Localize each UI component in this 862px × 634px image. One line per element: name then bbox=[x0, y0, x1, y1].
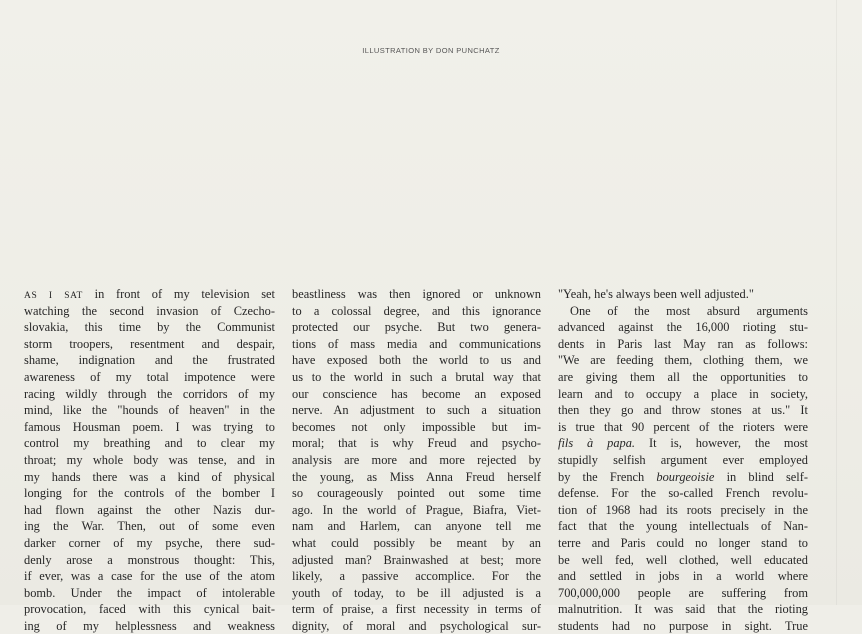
text-line bbox=[24, 601, 275, 618]
line-text: protected our psyche. But two genera- bbox=[292, 320, 541, 335]
line-text: darker corner of my psyche, there sud- bbox=[24, 535, 275, 550]
line-text: slovakia, this time by the Communist bbox=[24, 320, 275, 335]
text-line bbox=[292, 552, 541, 569]
text-line bbox=[292, 386, 541, 403]
line-text: terre and Paris could no longer stand to bbox=[558, 535, 808, 550]
text-line bbox=[24, 485, 275, 502]
line-text: what could possibly be meant by an bbox=[292, 535, 541, 550]
line-text: moral; that is why Freud and psycho- bbox=[292, 436, 541, 451]
line-text: the young, as Miss Anna Freud herself bbox=[292, 469, 541, 484]
text-line bbox=[24, 386, 275, 403]
line-text: longing for the controls of the bomber I bbox=[24, 486, 275, 501]
text-line bbox=[292, 402, 541, 419]
line-text: term of praise, a first necessity in terms of bbox=[292, 602, 541, 617]
illustration-credit: ILLUSTRATION BY DON PUNCHATZ bbox=[362, 46, 500, 55]
text-line bbox=[24, 452, 275, 469]
line-text-pre: by the French bbox=[558, 469, 657, 484]
line-text: provocation, faced with this cynical bait- bbox=[24, 602, 275, 617]
text-line bbox=[558, 286, 808, 303]
text-column-3 bbox=[558, 286, 808, 634]
line-text: ing of my helplessness and weakness bbox=[24, 618, 275, 633]
line-text: adjusted man? Brainwashed at best; more bbox=[292, 552, 541, 567]
text-line bbox=[24, 286, 275, 303]
line-text: tion of 1968 had its roots precisely in the bbox=[558, 502, 808, 517]
text-line bbox=[24, 369, 275, 386]
text-line bbox=[292, 469, 541, 486]
line-text: be well fed, well clothed, well educated bbox=[558, 552, 808, 567]
text-line bbox=[24, 319, 275, 336]
line-text: "We are feeding them, clothing them, we bbox=[558, 353, 808, 368]
line-text: learn and to occupy a place in society, bbox=[558, 386, 808, 401]
text-line bbox=[292, 419, 541, 436]
line-text: is true that 90 percent of the rioters were bbox=[558, 419, 808, 434]
line-text: tions of mass media and communications bbox=[292, 336, 541, 351]
italic-phrase: fils à papa. bbox=[558, 436, 636, 451]
line-text: "Yeah, he's always been well adjusted." bbox=[558, 287, 754, 301]
text-line bbox=[24, 585, 275, 602]
line-text: stupidly selfish argument ever employed bbox=[558, 452, 808, 467]
text-line bbox=[558, 485, 808, 502]
line-text: likely, a passive accomplice. For the bbox=[292, 569, 541, 584]
text-line bbox=[558, 618, 808, 634]
line-text: awareness of my total impotence were bbox=[24, 369, 275, 384]
line-text: defense. For the so-called French revolu- bbox=[558, 486, 808, 501]
line-text: ago. In the world of Prague, Biafra, Viet- bbox=[292, 502, 541, 517]
text-line bbox=[292, 435, 541, 452]
text-line bbox=[558, 469, 808, 486]
text-line bbox=[558, 303, 808, 320]
text-line bbox=[292, 601, 541, 618]
line-text: advanced against the 16,000 rioting stu- bbox=[558, 320, 808, 335]
page-edge-shadow bbox=[836, 0, 837, 605]
text-line bbox=[558, 585, 808, 602]
text-line bbox=[558, 319, 808, 336]
line-text: us to the world in such a brutal way that bbox=[292, 369, 541, 384]
line-text: beastliness was then ignored or unknown bbox=[292, 287, 541, 301]
text-line bbox=[292, 352, 541, 369]
line-text: in front of my television set bbox=[82, 287, 275, 301]
line-text: dignity, of moral and psychological sur- bbox=[292, 618, 541, 633]
text-line bbox=[24, 435, 275, 452]
text-line bbox=[24, 568, 275, 585]
line-text: denly arose a monstrous thought: This, bbox=[24, 552, 275, 567]
line-text: mind, like the "hounds of heaven" in the bbox=[24, 403, 275, 418]
line-text: had flown against the other Nazis dur- bbox=[24, 502, 275, 517]
text-line bbox=[292, 452, 541, 469]
line-text: It is, however, the most bbox=[635, 436, 808, 451]
text-line bbox=[24, 303, 275, 320]
text-column-1 bbox=[24, 286, 275, 634]
text-line bbox=[292, 618, 541, 634]
line-text: in blind self- bbox=[714, 469, 808, 484]
line-text: racing wildly through the corridors of my bbox=[24, 386, 275, 401]
line-text: nam and Harlem, can anyone tell me bbox=[292, 519, 541, 534]
line-text: malnutrition. It was said that the rioting bbox=[558, 602, 808, 617]
line-text: ing the War. Then, out of some even bbox=[24, 519, 275, 534]
text-line bbox=[558, 336, 808, 353]
text-line bbox=[292, 319, 541, 336]
text-line bbox=[558, 535, 808, 552]
text-line bbox=[24, 535, 275, 552]
italic-phrase: bourgeoisie bbox=[656, 469, 715, 484]
line-text: becomes not only impossible but im- bbox=[292, 419, 541, 434]
text-line bbox=[292, 568, 541, 585]
line-text: students had no purpose in sight. True bbox=[558, 618, 808, 633]
text-line bbox=[24, 336, 275, 353]
text-line bbox=[292, 303, 541, 320]
text-line bbox=[558, 386, 808, 403]
text-line bbox=[24, 469, 275, 486]
text-line bbox=[558, 369, 808, 386]
text-line bbox=[24, 518, 275, 535]
line-text: 700,000,000 people are suffering from bbox=[558, 585, 808, 600]
line-text: bomb. Under the impact of intolerable bbox=[24, 585, 275, 600]
line-text: throat; my whole body was tense, and in bbox=[24, 452, 275, 467]
line-text: One of the most absurd arguments bbox=[570, 303, 808, 318]
text-line bbox=[558, 435, 808, 452]
line-text: nerve. An adjustment to such a situation bbox=[292, 403, 541, 418]
line-text: so courageously pointed out some time bbox=[292, 486, 541, 501]
line-text: are giving them all the opportunities to bbox=[558, 369, 808, 384]
text-line bbox=[24, 402, 275, 419]
text-line bbox=[292, 336, 541, 353]
lead-in-smallcaps: AS I SAT bbox=[24, 291, 83, 301]
line-text: analysis are more and more rejected by bbox=[292, 452, 541, 467]
text-line bbox=[292, 535, 541, 552]
text-line bbox=[558, 601, 808, 618]
line-text: famous Housman poem. I was trying to bbox=[24, 419, 275, 434]
text-line bbox=[24, 502, 275, 519]
text-line bbox=[24, 419, 275, 436]
text-line bbox=[558, 352, 808, 369]
text-line bbox=[292, 518, 541, 535]
text-line bbox=[24, 552, 275, 569]
line-text: youth of today, to be ill adjusted is a bbox=[292, 585, 541, 600]
text-line bbox=[558, 518, 808, 535]
line-text: storm troopers, resentment and despair, bbox=[24, 336, 275, 351]
line-text: our conscience has become an exposed bbox=[292, 386, 541, 401]
line-text: then they go and throw stones at us." It bbox=[558, 403, 808, 418]
text-line bbox=[292, 502, 541, 519]
line-text: if ever, was a case for the use of the atom bbox=[24, 569, 275, 584]
text-column-2 bbox=[292, 286, 541, 634]
text-line bbox=[24, 618, 275, 634]
text-line bbox=[558, 552, 808, 569]
line-text: watching the second invasion of Czecho- bbox=[24, 303, 275, 318]
line-text: fact that the young intellectuals of Nan- bbox=[558, 519, 808, 534]
text-line bbox=[558, 419, 808, 436]
text-line bbox=[24, 352, 275, 369]
text-line bbox=[292, 369, 541, 386]
line-text: to a colossal degree, and this ignorance bbox=[292, 303, 541, 318]
line-text: and settled in jobs in a world where bbox=[558, 569, 808, 584]
line-text: my hands there was a kind of physical bbox=[24, 469, 275, 484]
line-text: dents in Paris last May ran as follows: bbox=[558, 336, 808, 351]
line-text: have exposed both the world to us and bbox=[292, 353, 541, 368]
text-line bbox=[558, 502, 808, 519]
text-line bbox=[558, 568, 808, 585]
text-line bbox=[292, 286, 541, 303]
text-line bbox=[558, 452, 808, 469]
text-line bbox=[292, 485, 541, 502]
text-line bbox=[292, 585, 541, 602]
line-text: control my breathing and to clear my bbox=[24, 436, 275, 451]
line-text: shame, indignation and the frustrated bbox=[24, 353, 275, 368]
text-line bbox=[558, 402, 808, 419]
